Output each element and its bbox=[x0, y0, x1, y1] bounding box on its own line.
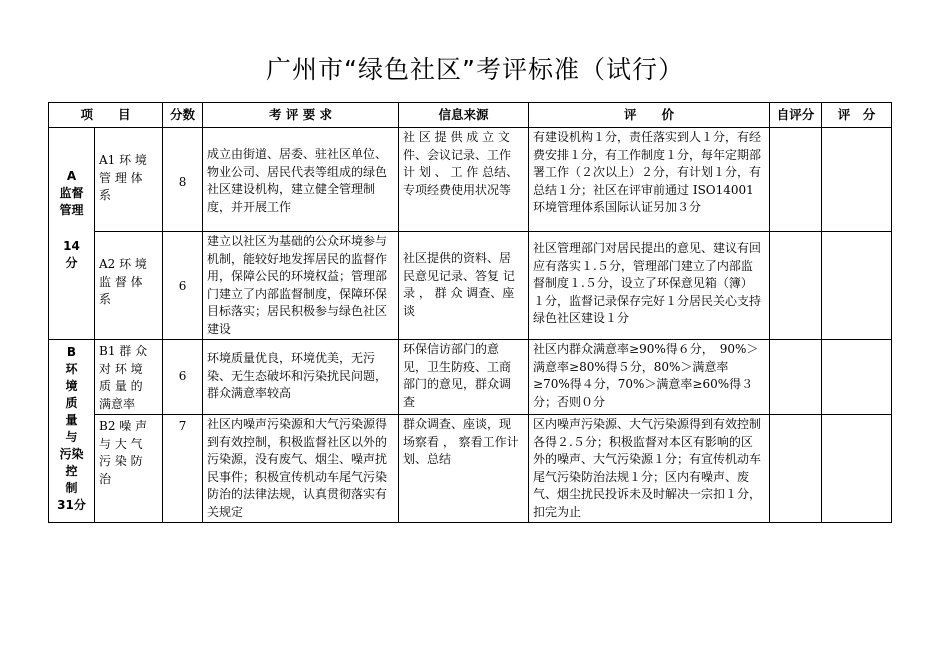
evaluation-cell: 社区内群众满意率≥90%得６分， 90%＞满意率≥80%得５分，80%＞满意率≥70%得４分，70%＞满意率≥60%得３分；否则０分 bbox=[529, 340, 770, 415]
self-score-cell[interactable] bbox=[770, 128, 822, 232]
group-points: 31分 bbox=[57, 498, 86, 512]
item-cell: A1 环 境 管 理 体 系 bbox=[95, 128, 163, 232]
evaluation-cell: 有建设机构１分，责任落实到人１分，有经费安排１分，有工作制度１分，每年定期部署工作（２次以上）２分，有计划１分，有总结１分；社区在评审前通过 ISO14001 环境管理体系国际认证另加３分 bbox=[529, 128, 770, 232]
score-cell: 8 bbox=[163, 128, 203, 232]
group-cell-a bbox=[49, 128, 95, 340]
rating-cell[interactable] bbox=[822, 128, 892, 232]
group-name: A 监督 管理 bbox=[59, 169, 84, 217]
header-item: 项 目 bbox=[49, 103, 163, 128]
item-cell: B2 噪 声 与 大 气 污 染 防 治 bbox=[95, 415, 163, 523]
table-row bbox=[49, 232, 892, 340]
requirement-cell: 建立以社区为基础的公众环境参与机制，能较好地发挥居民的监督作用，保障公民的环境权益；管理部门建立了内部监督制度，保障环保目标落实；居民积极参与绿色社区建设 bbox=[203, 232, 399, 340]
table-row bbox=[49, 415, 892, 523]
requirement-cell: 环境质量优良，环境优美，无污染、无生态破坏和污染扰民问题，群众满意率较高 bbox=[203, 340, 399, 415]
evaluation-table bbox=[48, 102, 892, 523]
rating-cell[interactable] bbox=[822, 340, 892, 415]
header-source: 信息来源 bbox=[399, 103, 529, 128]
group-points: 14 分 bbox=[63, 239, 80, 270]
page-title: 广州市“绿色社区”考评标准（试行） bbox=[266, 55, 684, 84]
self-score-cell[interactable] bbox=[770, 340, 822, 415]
item-cell: B1 群 众 对 环 境 质 量 的 满意率 bbox=[95, 340, 163, 415]
item-cell: A2 环 境 监 督 体 系 bbox=[95, 232, 163, 340]
requirement-cell: 成立由街道、居委、驻社区单位、物业公司、居民代表等组成的绿色社区建设机构，建立健全管理制度，并开展工作 bbox=[203, 128, 399, 232]
table-row bbox=[49, 128, 892, 232]
self-score-cell[interactable] bbox=[770, 415, 822, 523]
header-self-score: 自评分 bbox=[770, 103, 822, 128]
score-cell: 6 bbox=[163, 232, 203, 340]
rating-cell[interactable] bbox=[822, 232, 892, 340]
evaluation-cell: 区内噪声污染源、大气污染源得到有效控制各得２.５分；积极监督对本区有影响的区外的噪声、大气污染源１分；有宣传机动车尾气污染防治法规１分；区内有噪声、废气、烟尘扰民投诉未及时解决一宗扣１分，扣完为止 bbox=[529, 415, 770, 523]
header-evaluation: 评 价 bbox=[529, 103, 770, 128]
source-cell: 社 区 提 供 成 立 文件、会议记录、工作 计 划 、 工 作 总结、专项经费使用状况等 bbox=[399, 128, 529, 232]
self-score-cell[interactable] bbox=[770, 232, 822, 340]
score-cell: 6 bbox=[163, 340, 203, 415]
rating-cell[interactable] bbox=[822, 415, 892, 523]
source-cell: 群众调查、座谈，现场察看 ， 察看工作计划、总结 bbox=[399, 415, 529, 523]
table-header-row bbox=[49, 103, 892, 128]
group-name: B 环 境 质 量 与 污染 控 制 bbox=[59, 345, 84, 495]
table-row bbox=[49, 340, 892, 415]
header-requirement: 考 评 要 求 bbox=[203, 103, 399, 128]
evaluation-cell: 社区管理部门对居民提出的意见、建议有回应有落实１.５分，管理部门建立了内部监督制度１.５分，设立了环保意见箱（簿）１分，监督记录保存完好１分居民关心支持绿色社区建设１分 bbox=[529, 232, 770, 340]
source-cell: 社区提供的资料、居民意见记录、答复 记 录 ， 群 众 调查、座谈 bbox=[399, 232, 529, 340]
group-cell-b bbox=[49, 340, 95, 523]
requirement-cell: 社区内噪声污染源和大气污染源得到有效控制，积极监督社区以外的污染源，没有废气、烟尘、噪声扰民事件；积极宣传机动车尾气污染防治的法律法规，认真贯彻落实有关规定 bbox=[203, 415, 399, 523]
header-rating: 评 分 bbox=[822, 103, 892, 128]
header-score: 分数 bbox=[163, 103, 203, 128]
source-cell: 环保信访部门的意见，卫生防疫、工商部门的意见，群众调查 bbox=[399, 340, 529, 415]
score-cell: 7 bbox=[163, 415, 203, 523]
